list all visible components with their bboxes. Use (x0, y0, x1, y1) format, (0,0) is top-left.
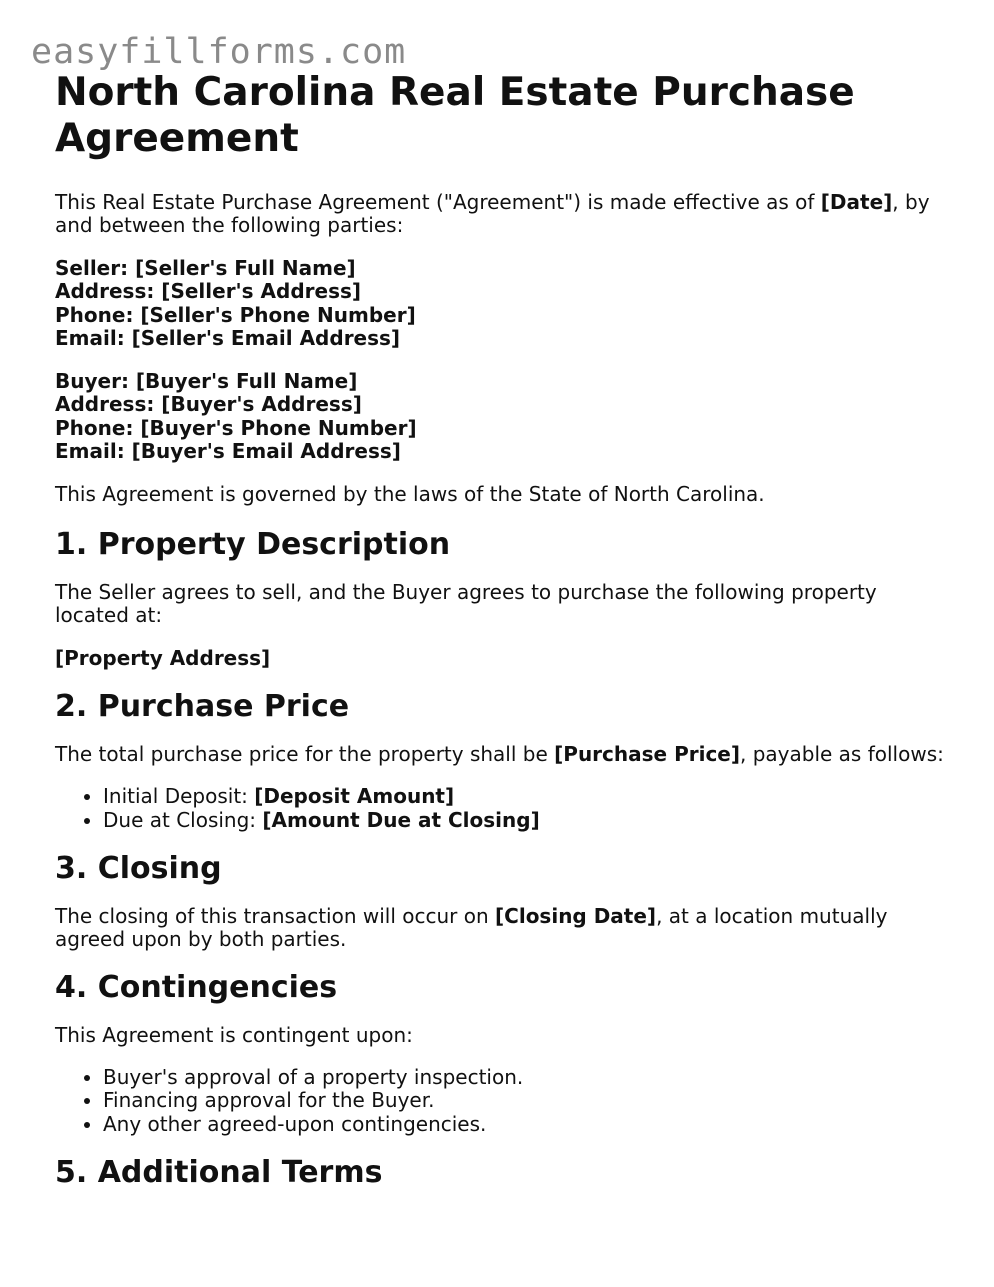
section-3-heading: 3. Closing (55, 850, 222, 886)
list-item: • Any other agreed-upon contingencies. (103, 1113, 955, 1136)
section-2-heading: 2. Purchase Price (55, 689, 350, 725)
closing-text-before: The closing of this transaction will occur on (55, 903, 496, 928)
section-5-heading: 5. Additional Terms (55, 1154, 383, 1190)
section-4-text: This Agreement is contingent upon: (55, 1022, 413, 1047)
price-text-after: , payable as follows: (740, 742, 944, 767)
watermark: easyfillforms.com (31, 32, 407, 72)
intro-paragraph (55, 191, 955, 237)
deposit-amount-placeholder: [Deposit Amount] (254, 784, 455, 809)
list-item: • Due at Closing: [Amount Due at Closing] (103, 809, 955, 832)
buyer-phone: Phone: [Buyer's Phone Number] (55, 415, 417, 440)
buyer-name: Buyer: [Buyer's Full Name] (55, 369, 358, 394)
document-title: North Carolina Real Estate Purchase Agreement (55, 70, 855, 161)
list-item: • Initial Deposit: [Deposit Amount] (103, 785, 955, 808)
seller-name: Seller: [Seller's Full Name] (55, 256, 356, 280)
intro-text-after: , by and between the following parties: (55, 190, 930, 237)
document-body (55, 70, 955, 1191)
seller-phone: Phone: [Seller's Phone Number] (55, 302, 416, 327)
section-4-heading: 4. Contingencies (55, 969, 338, 1005)
intro-text-before: This Real Estate Purchase Agreement ("Agreement") is made effective as of (55, 190, 821, 214)
buyer-email: Email: [Buyer's Email Address] (55, 439, 401, 464)
effective-date-placeholder: [Date] (820, 190, 893, 214)
property-address-placeholder: [Property Address] (55, 646, 271, 671)
section-1-heading: 1. Property Description (55, 527, 451, 563)
amount-due-placeholder: [Amount Due at Closing] (262, 807, 540, 832)
list-item: • Financing approval for the Buyer. (103, 1089, 955, 1112)
buyer-address: Address: [Buyer's Address] (55, 392, 362, 417)
price-text-before: The total purchase price for the property shall be (55, 742, 555, 767)
contingency-list (55, 1066, 955, 1136)
purchase-price-placeholder: [Purchase Price] (554, 742, 740, 767)
seller-address: Address: [Seller's Address] (55, 279, 362, 304)
closing-text-after: , at a location mutually agreed upon by both parties. (55, 903, 888, 951)
governing-law-paragraph: This Agreement is governed by the laws of the State of North Carolina. (55, 482, 765, 507)
list-item: • Buyer's approval of a property inspection. (103, 1066, 955, 1089)
section-3-text (55, 905, 955, 951)
section-1-text: The Seller agrees to sell, and the Buyer agrees to purchase the following property located at: (55, 580, 877, 628)
seller-email: Email: [Seller's Email Address] (55, 325, 401, 350)
closing-date-placeholder: [Closing Date] (495, 903, 657, 928)
payment-list (55, 785, 955, 832)
buyer-block (55, 370, 955, 463)
section-2-text (55, 743, 955, 766)
seller-block (55, 257, 955, 350)
